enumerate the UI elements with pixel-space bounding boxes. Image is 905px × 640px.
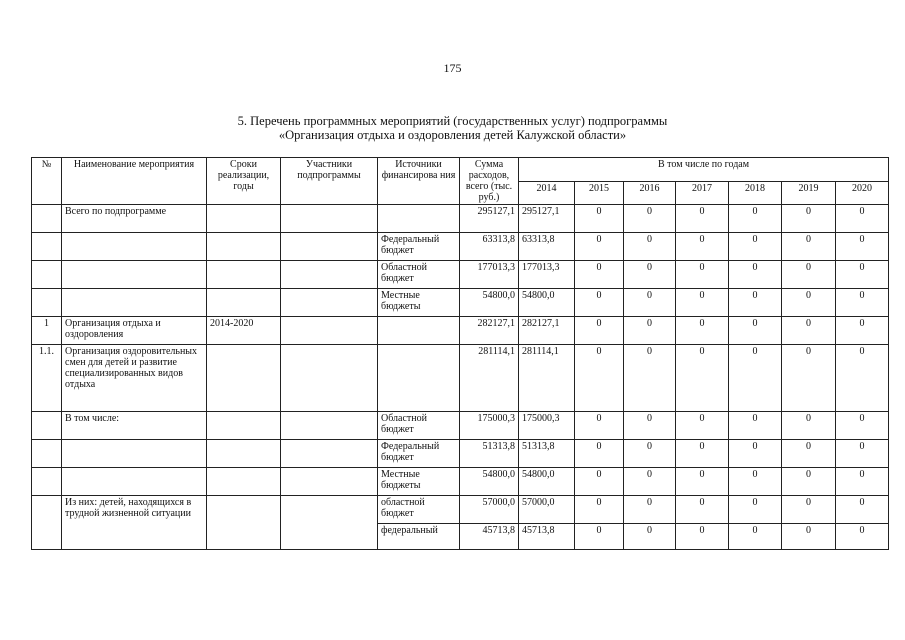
cell-term xyxy=(207,412,281,440)
cell-term xyxy=(207,496,281,550)
measures-table xyxy=(31,157,889,550)
header-term: Сроки реализации, годы xyxy=(207,158,281,205)
cell-year: 0 xyxy=(729,496,782,524)
cell-year: 0 xyxy=(676,496,729,524)
header-participants: Участники подпрограммы xyxy=(281,158,378,205)
cell-year: 63313,8 xyxy=(519,233,575,261)
cell-year: 0 xyxy=(575,261,624,289)
cell-participants xyxy=(281,205,378,233)
cell-year: 0 xyxy=(575,496,624,524)
cell-name: Организация оздоровительных смен для детей и развитие специализированных видов отдыха xyxy=(62,345,207,412)
cell-sum: 51313,8 xyxy=(460,440,519,468)
cell-year: 0 xyxy=(729,524,782,550)
cell-year: 0 xyxy=(836,233,889,261)
cell-year: 0 xyxy=(836,412,889,440)
cell-year: 57000,0 xyxy=(519,496,575,524)
header-name: Наименование мероприятия xyxy=(62,158,207,205)
cell-year: 0 xyxy=(624,345,676,412)
header-year: 2019 xyxy=(782,181,836,205)
cell-term xyxy=(207,233,281,261)
document-title xyxy=(0,114,905,142)
cell-year: 0 xyxy=(624,261,676,289)
cell-name: Всего по подпрограмме xyxy=(62,205,207,233)
cell-year: 0 xyxy=(729,289,782,317)
cell-term xyxy=(207,468,281,496)
title-line-1: 5. Перечень программных мероприятий (государственных услуг) подпрограммы xyxy=(237,114,668,128)
cell-sum: 281114,1 xyxy=(460,345,519,412)
cell-name: В том числе: xyxy=(62,412,207,440)
cell-num: 1 xyxy=(32,317,62,345)
cell-sum: 54800,0 xyxy=(460,289,519,317)
cell-year: 0 xyxy=(575,345,624,412)
cell-year: 0 xyxy=(782,345,836,412)
cell-year: 0 xyxy=(782,317,836,345)
cell-num xyxy=(32,205,62,233)
cell-year: 0 xyxy=(676,412,729,440)
cell-num xyxy=(32,440,62,468)
cell-participants xyxy=(281,412,378,440)
cell-year: 0 xyxy=(624,468,676,496)
cell-participants xyxy=(281,261,378,289)
cell-participants xyxy=(281,440,378,468)
cell-year: 0 xyxy=(676,261,729,289)
table-row xyxy=(32,317,889,345)
cell-year: 0 xyxy=(782,261,836,289)
cell-num xyxy=(32,233,62,261)
cell-year: 0 xyxy=(624,440,676,468)
cell-year: 0 xyxy=(575,205,624,233)
cell-year: 0 xyxy=(676,524,729,550)
cell-sum: 45713,8 xyxy=(460,524,519,550)
header-year: 2016 xyxy=(624,181,676,205)
cell-source: Областной бюджет xyxy=(378,261,460,289)
cell-term xyxy=(207,205,281,233)
cell-name xyxy=(62,440,207,468)
header-row-1 xyxy=(32,158,889,182)
cell-source: областной бюджет xyxy=(378,496,460,524)
cell-year: 54800,0 xyxy=(519,468,575,496)
cell-year: 0 xyxy=(624,233,676,261)
header-sum: Сумма расходов, всего (тыс. руб.) xyxy=(460,158,519,205)
cell-year: 0 xyxy=(782,468,836,496)
cell-num xyxy=(32,496,62,550)
header-year: 2018 xyxy=(729,181,782,205)
cell-term xyxy=(207,289,281,317)
cell-year: 0 xyxy=(729,261,782,289)
cell-participants xyxy=(281,233,378,261)
cell-sum: 177013,3 xyxy=(460,261,519,289)
header-year: 2020 xyxy=(836,181,889,205)
cell-name xyxy=(62,233,207,261)
cell-sum: 57000,0 xyxy=(460,496,519,524)
cell-year: 175000,3 xyxy=(519,412,575,440)
cell-year: 0 xyxy=(575,524,624,550)
cell-year: 0 xyxy=(836,317,889,345)
cell-year: 0 xyxy=(676,317,729,345)
cell-year: 0 xyxy=(729,468,782,496)
cell-year: 0 xyxy=(624,317,676,345)
cell-sum: 63313,8 xyxy=(460,233,519,261)
cell-source xyxy=(378,345,460,412)
cell-year: 0 xyxy=(575,440,624,468)
cell-year: 0 xyxy=(836,261,889,289)
cell-source: Местные бюджеты xyxy=(378,468,460,496)
table-row xyxy=(32,468,889,496)
cell-term xyxy=(207,261,281,289)
cell-year: 0 xyxy=(624,289,676,317)
cell-year: 0 xyxy=(836,496,889,524)
cell-year: 0 xyxy=(676,468,729,496)
cell-year: 45713,8 xyxy=(519,524,575,550)
cell-year: 51313,8 xyxy=(519,440,575,468)
cell-year: 0 xyxy=(782,412,836,440)
cell-num: 1.1. xyxy=(32,345,62,412)
cell-year: 0 xyxy=(729,205,782,233)
table-row xyxy=(32,440,889,468)
cell-num xyxy=(32,289,62,317)
cell-year: 0 xyxy=(676,205,729,233)
cell-source: Федеральный бюджет xyxy=(378,233,460,261)
title-line-2: «Организация отдыха и оздоровления детей Калужской области» xyxy=(278,128,627,142)
cell-source xyxy=(378,205,460,233)
cell-year: 0 xyxy=(575,412,624,440)
cell-year: 177013,3 xyxy=(519,261,575,289)
cell-participants xyxy=(281,345,378,412)
cell-term: 2014-2020 xyxy=(207,317,281,345)
cell-source xyxy=(378,317,460,345)
cell-year: 0 xyxy=(836,524,889,550)
cell-year: 281114,1 xyxy=(519,345,575,412)
cell-year: 0 xyxy=(782,289,836,317)
cell-year: 0 xyxy=(575,317,624,345)
cell-year: 54800,0 xyxy=(519,289,575,317)
cell-name xyxy=(62,289,207,317)
table-row xyxy=(32,205,889,233)
cell-year: 0 xyxy=(729,317,782,345)
cell-name: Организация отдыха и оздоровления xyxy=(62,317,207,345)
cell-year: 295127,1 xyxy=(519,205,575,233)
cell-year: 0 xyxy=(836,345,889,412)
cell-source: Местные бюджеты xyxy=(378,289,460,317)
cell-year: 282127,1 xyxy=(519,317,575,345)
cell-year: 0 xyxy=(836,468,889,496)
table-row xyxy=(32,412,889,440)
cell-year: 0 xyxy=(676,345,729,412)
cell-year: 0 xyxy=(729,412,782,440)
cell-num xyxy=(32,412,62,440)
cell-year: 0 xyxy=(575,289,624,317)
cell-year: 0 xyxy=(624,496,676,524)
cell-year: 0 xyxy=(836,205,889,233)
header-year: 2017 xyxy=(676,181,729,205)
cell-name xyxy=(62,261,207,289)
cell-year: 0 xyxy=(782,524,836,550)
cell-year: 0 xyxy=(782,205,836,233)
cell-year: 0 xyxy=(575,233,624,261)
cell-sum: 175000,3 xyxy=(460,412,519,440)
cell-name: Из них: детей, находящихся в трудной жизненной ситуации xyxy=(62,496,207,550)
cell-year: 0 xyxy=(676,289,729,317)
cell-num xyxy=(32,261,62,289)
cell-participants xyxy=(281,289,378,317)
cell-year: 0 xyxy=(624,205,676,233)
cell-term xyxy=(207,440,281,468)
cell-source: Федеральный бюджет xyxy=(378,440,460,468)
header-sources: Источники финансирова ния xyxy=(378,158,460,205)
table-row xyxy=(32,261,889,289)
cell-sum: 295127,1 xyxy=(460,205,519,233)
cell-term xyxy=(207,345,281,412)
page-number: 175 xyxy=(443,61,462,75)
cell-name xyxy=(62,468,207,496)
table-row xyxy=(32,289,889,317)
cell-year: 0 xyxy=(782,233,836,261)
cell-year: 0 xyxy=(782,440,836,468)
cell-source: Областной бюджет xyxy=(378,412,460,440)
cell-year: 0 xyxy=(575,468,624,496)
cell-year: 0 xyxy=(782,496,836,524)
cell-year: 0 xyxy=(729,440,782,468)
table-row xyxy=(32,345,889,412)
table-row xyxy=(32,233,889,261)
header-year: 2014 xyxy=(519,181,575,205)
cell-participants xyxy=(281,496,378,550)
cell-year: 0 xyxy=(624,412,676,440)
cell-participants xyxy=(281,468,378,496)
header-year: 2015 xyxy=(575,181,624,205)
cell-year: 0 xyxy=(676,233,729,261)
cell-year: 0 xyxy=(729,233,782,261)
cell-num xyxy=(32,468,62,496)
cell-year: 0 xyxy=(836,440,889,468)
cell-year: 0 xyxy=(729,345,782,412)
cell-year: 0 xyxy=(624,524,676,550)
cell-year: 0 xyxy=(836,289,889,317)
header-num: № xyxy=(32,158,62,205)
cell-year: 0 xyxy=(676,440,729,468)
cell-source: федеральный xyxy=(378,524,460,550)
cell-sum: 54800,0 xyxy=(460,468,519,496)
cell-participants xyxy=(281,317,378,345)
cell-sum: 282127,1 xyxy=(460,317,519,345)
table-row xyxy=(32,496,889,524)
header-years-group: В том числе по годам xyxy=(519,158,889,182)
